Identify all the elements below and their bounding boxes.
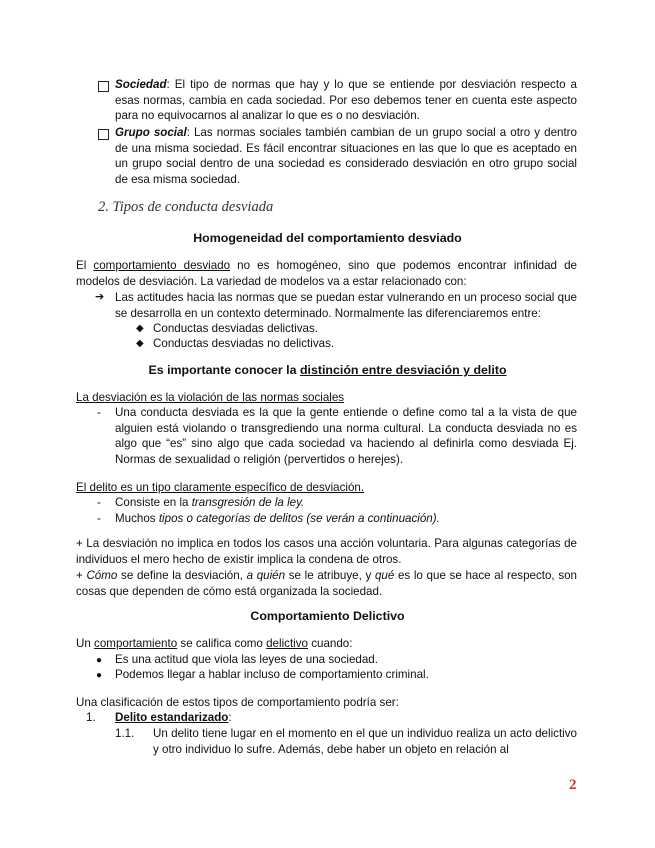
list-item: Es una actitud que viola las leyes de una sociedad. [115,653,378,666]
text: es lo que se hace al respecto, son cosas que dependen de cómo está organizada la sociedad. [76,569,578,598]
text: Un [76,637,95,650]
subheading [0,363,655,379]
paragraph [76,636,352,652]
text-italic: transgresión de la ley. [191,496,305,509]
text-italic: Cómo [86,569,118,582]
text: : Las normas sociales también cambian de un grupo social a otro y dentro de una misma sociedad. Es fácil encontrar situaciones en las que lo que es aceptado en un grupo social dentro de una sociedad es considerado desviación en otro grupo social de esa misma sociedad. [115,126,577,186]
term: Grupo social [115,126,187,139]
dash-bullet: - [97,406,101,419]
text-bold-underlined: Delito estandarizado [115,711,229,724]
bullet-dot-icon: ● [96,670,103,681]
paragraph [76,568,577,599]
text-italic: a quién [246,569,286,582]
arrow-item: Las actitudes hacia las normas que se puedan estar vulnerando en un proceso social que se desarrolla en un contexto determinado. Normalmente las diferenciaremos entre: [115,291,577,320]
text-underlined: comportamiento [94,637,178,650]
list-number: 1. [86,711,96,724]
item-sociedad [115,77,577,124]
list-number: 1.1. [115,727,135,740]
term: Sociedad [115,78,167,91]
numbered-subitem: Un delito tiene lugar en el momento en el que un individuo realiza un acto delictivo y otro individuo lo sufre. Además, debe haber un objeto en relación al [153,727,577,756]
diamond-bullet-icon: ◆ [136,338,144,349]
subsection-title: La desviación es la violación de las normas sociales [76,391,345,404]
diamond-bullet-icon: ◆ [136,323,144,334]
text: Muchos [115,512,159,525]
subheading: Comportamiento Delictivo [250,609,405,623]
dash-bullet: - [97,512,101,525]
text: El [76,259,94,272]
text: se califica como [177,637,267,650]
text: no es homogéneo, sino que podemos encontrar infinidad de modelos de desviación. La variedad de modelos va a estar relacionado con: [76,259,578,288]
text: : [228,711,232,724]
text: se le atribuye, y [285,569,375,582]
text: Es importante conocer la [148,363,300,377]
list-item: Podemos llegar a hablar incluso de comportamiento criminal. [115,668,429,681]
paragraph: + La desviación no implica en todos los casos una acción voluntaria. Para algunas categorías de individuos el mero hecho de existir implica la condena de otros. [76,537,577,566]
text-italic: qué [374,569,395,582]
text-underlined: comportamiento desviado [93,259,231,272]
paragraph [76,258,577,289]
bullet-dot-icon: ● [96,655,103,666]
text: se define la desviación, [117,569,247,582]
list-item: Conductas desviadas no delictivas. [153,337,335,350]
text: : El tipo de normas que hay y lo que se entiende por desviación respecto a esas normas, cambia en cada sociedad. Por eso debemos tener en cuenta este aspecto para no equivocarnos al analizar lo que es o no desviación. [115,78,577,123]
text-underlined: delictivo [266,637,308,650]
text-underlined: distinción entre desviación y delito [299,363,507,377]
checkbox-icon [98,81,109,92]
text: Consiste en la [115,496,192,509]
subheading: Homogeneidad del comportamiento desviado [193,231,462,245]
item-grupo-social [115,125,577,187]
list-item [115,495,304,511]
list-item [115,511,440,527]
text: cuando: [308,637,353,650]
list-item: Una conducta desviada es la que la gente entiende o define como tal a la vista de que alguien está violando o transgrediendo una norma cultural. La conducta desviada no es algo que “es” sino algo que cada sociedad va haciendo al definirla como desviada Ej. Normas de sexualidad o religión (pervertidos o herejes). [115,406,577,466]
list-item: Conductas desviadas delictivas. [153,322,318,335]
paragraph: Una clasificación de estos tipos de comportamiento podría ser: [76,696,399,709]
arrow-icon: ➔ [95,291,105,303]
page-number: 2 [569,777,577,793]
dash-bullet: - [97,496,101,509]
subsection-title: El delito es un tipo claramente específico de desviación. [76,481,365,494]
text: + [76,569,87,582]
numbered-item [115,710,232,726]
checkbox-icon [98,129,109,140]
text-italic: tipos o categorías de delitos (se verán a continuación). [158,512,440,525]
section-heading: 2. Tipos de conducta desviada [98,199,274,215]
